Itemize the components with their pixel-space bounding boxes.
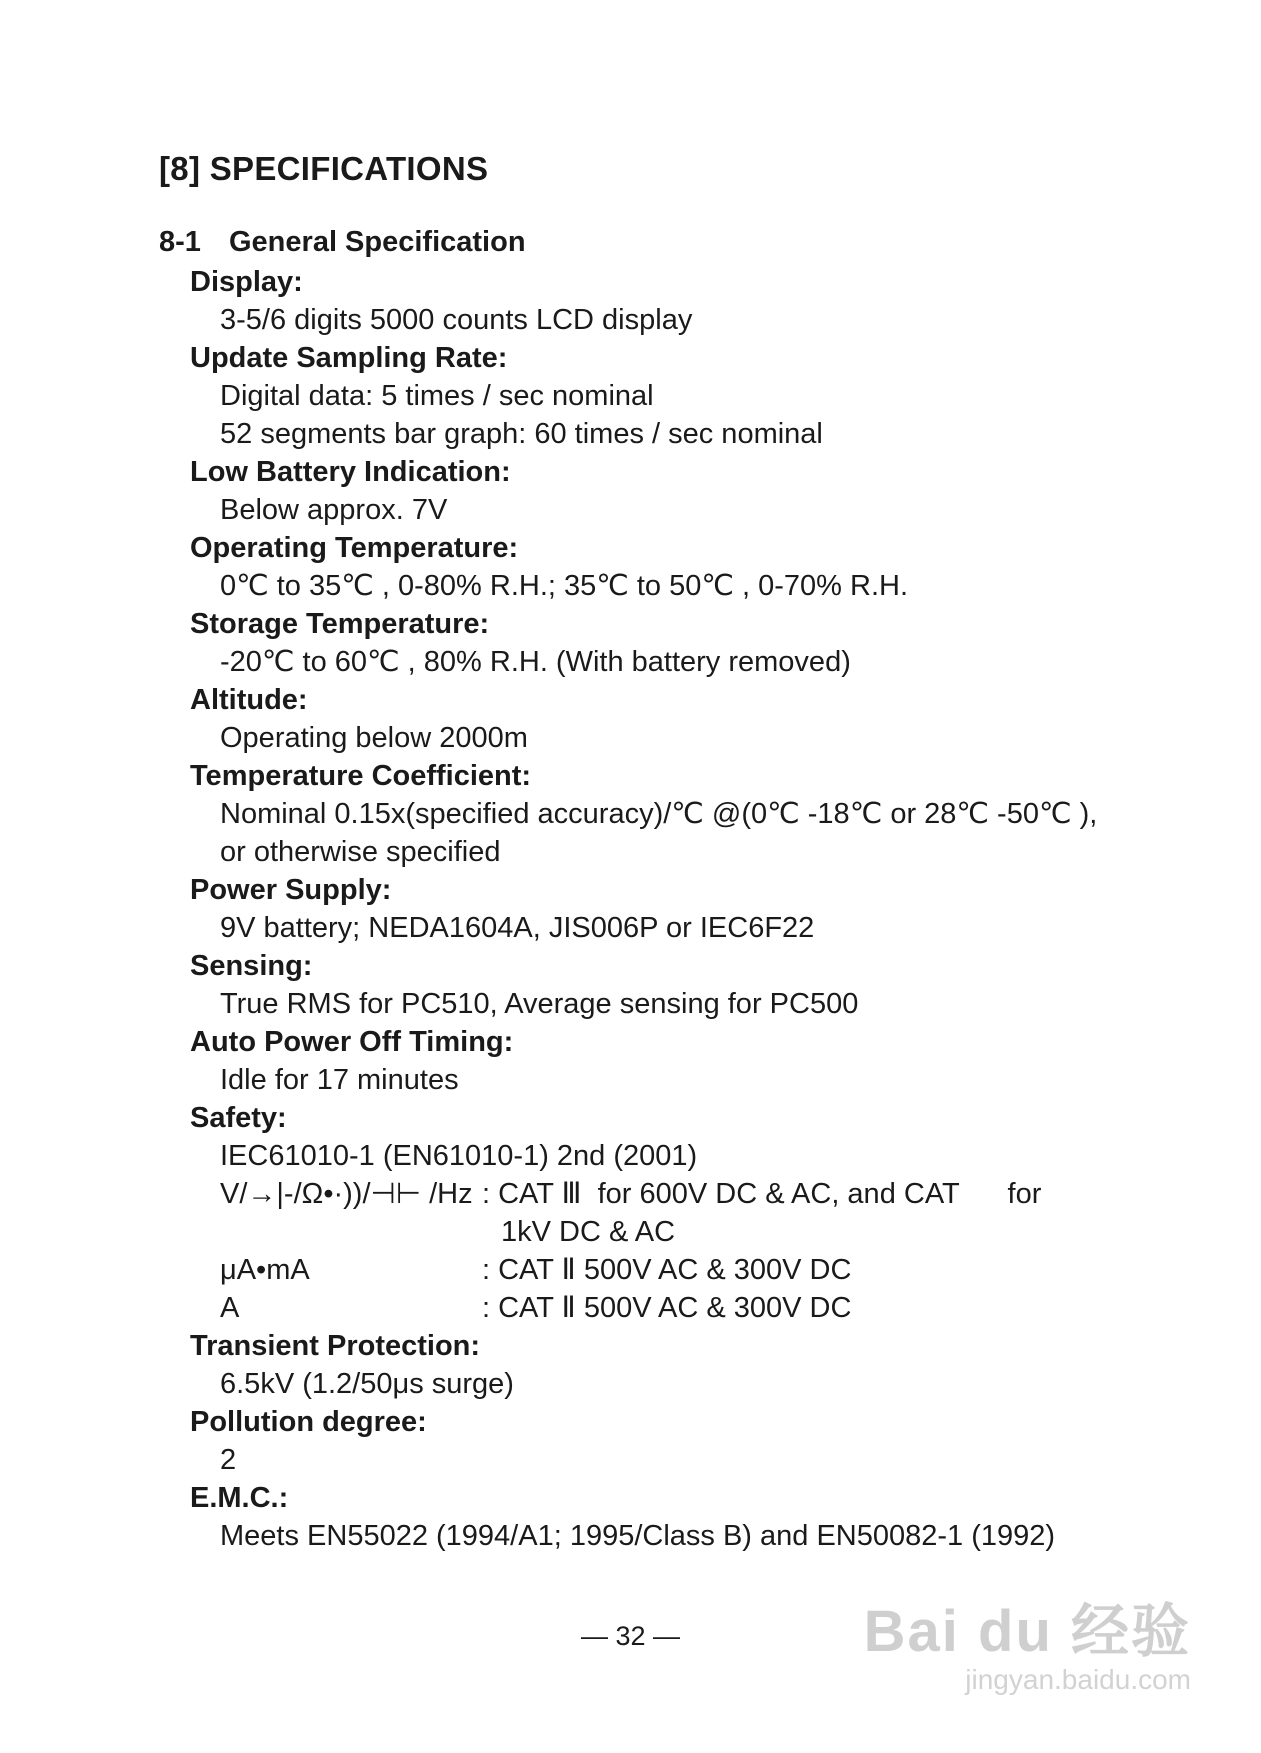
spec-label: Safety: <box>190 1102 287 1134</box>
spec-value: or otherwise specified <box>220 836 501 868</box>
spec-list <box>190 263 1200 1555</box>
spec-value: 9V battery; NEDA1604A, JIS006P or IEC6F22 <box>220 912 815 944</box>
spec-pollution-degree <box>190 1403 1200 1479</box>
safety-desc: : CAT Ⅲ for 600V DC & AC, and CAT for <box>482 1178 1042 1210</box>
safety-desc-cont: 1kV DC & AC <box>501 1216 676 1248</box>
spec-label: Update Sampling Rate: <box>190 342 508 374</box>
watermark <box>864 1584 1191 1696</box>
spec-update-sampling-rate <box>190 339 1200 453</box>
page-number: — 32 — <box>580 1621 681 1651</box>
spec-altitude <box>190 681 1200 757</box>
spec-label: Operating Temperature: <box>190 532 519 564</box>
spec-value: Nominal 0.15x(specified accuracy)/℃ @(0℃ -18℃ or 28℃ -50℃ ), <box>220 798 1098 830</box>
spec-auto-power-off <box>190 1023 1200 1099</box>
safety-row <box>190 1251 1200 1289</box>
spec-label: Auto Power Off Timing: <box>190 1026 514 1058</box>
spec-label: Power Supply: <box>190 874 392 906</box>
spec-label: Temperature Coefficient: <box>190 760 532 792</box>
spec-label: Pollution degree: <box>190 1406 427 1438</box>
spec-power-supply <box>190 871 1200 947</box>
spec-sensing <box>190 947 1200 1023</box>
spec-operating-temperature <box>190 529 1200 605</box>
safety-desc: : CAT Ⅱ 500V AC & 300V DC <box>482 1292 852 1324</box>
spec-value: Below approx. 7V <box>220 494 448 526</box>
section-number: 8-1 <box>159 226 201 258</box>
spec-value: 52 segments bar graph: 60 times / sec nominal <box>220 418 823 450</box>
spec-value: Digital data: 5 times / sec nominal <box>220 380 654 412</box>
spec-label: Storage Temperature: <box>190 608 490 640</box>
spec-label: Altitude: <box>190 684 308 716</box>
spec-value: Operating below 2000m <box>220 722 528 754</box>
safety-desc: : CAT Ⅱ 500V AC & 300V DC <box>482 1254 852 1286</box>
spec-transient-protection <box>190 1327 1200 1403</box>
spec-label: Display: <box>190 266 303 298</box>
spec-temperature-coefficient <box>190 757 1200 871</box>
spec-value: 3-5/6 digits 5000 counts LCD display <box>220 304 693 336</box>
spec-label: Low Battery Indication: <box>190 456 511 488</box>
watermark-logo: Bai du 经验 <box>863 1599 1191 1664</box>
spec-value: 6.5kV (1.2/50μs surge) <box>220 1368 514 1400</box>
spec-emc <box>190 1479 1200 1555</box>
spec-low-battery <box>190 453 1200 529</box>
spec-value: True RMS for PC510, Average sensing for PC500 <box>220 988 859 1020</box>
spec-label: Transient Protection: <box>190 1330 481 1362</box>
spec-value: -20℃ to 60℃ , 80% R.H. (With battery removed) <box>220 646 851 678</box>
section-title: General Specification <box>229 226 526 258</box>
spec-value: Meets EN55022 (1994/A1; 1995/Class B) and EN50082-1 (1992) <box>220 1520 1056 1552</box>
chapter-title: [8] SPECIFICATIONS <box>159 150 489 187</box>
spec-display <box>190 263 1200 339</box>
watermark-url: jingyan.baidu.com <box>965 1664 1191 1695</box>
spec-value: Idle for 17 minutes <box>220 1064 459 1096</box>
spec-label: Sensing: <box>190 950 313 982</box>
safety-term: V/→|-/Ω•·))/⊣⊢ /Hz <box>220 1178 473 1210</box>
spec-value: 2 <box>220 1444 237 1476</box>
safety-standard: IEC61010-1 (EN61010-1) 2nd (2001) <box>220 1140 698 1172</box>
safety-term: A <box>220 1292 240 1324</box>
safety-row <box>190 1175 1200 1251</box>
safety-term: μA•mA <box>220 1254 310 1286</box>
spec-label: E.M.C.: <box>190 1482 289 1514</box>
safety-row <box>190 1289 1200 1327</box>
spec-storage-temperature <box>190 605 1200 681</box>
section-heading <box>159 226 526 259</box>
spec-safety <box>190 1099 1200 1327</box>
spec-value: 0℃ to 35℃ , 0-80% R.H.; 35℃ to 50℃ , 0-70% R.H. <box>220 570 908 602</box>
